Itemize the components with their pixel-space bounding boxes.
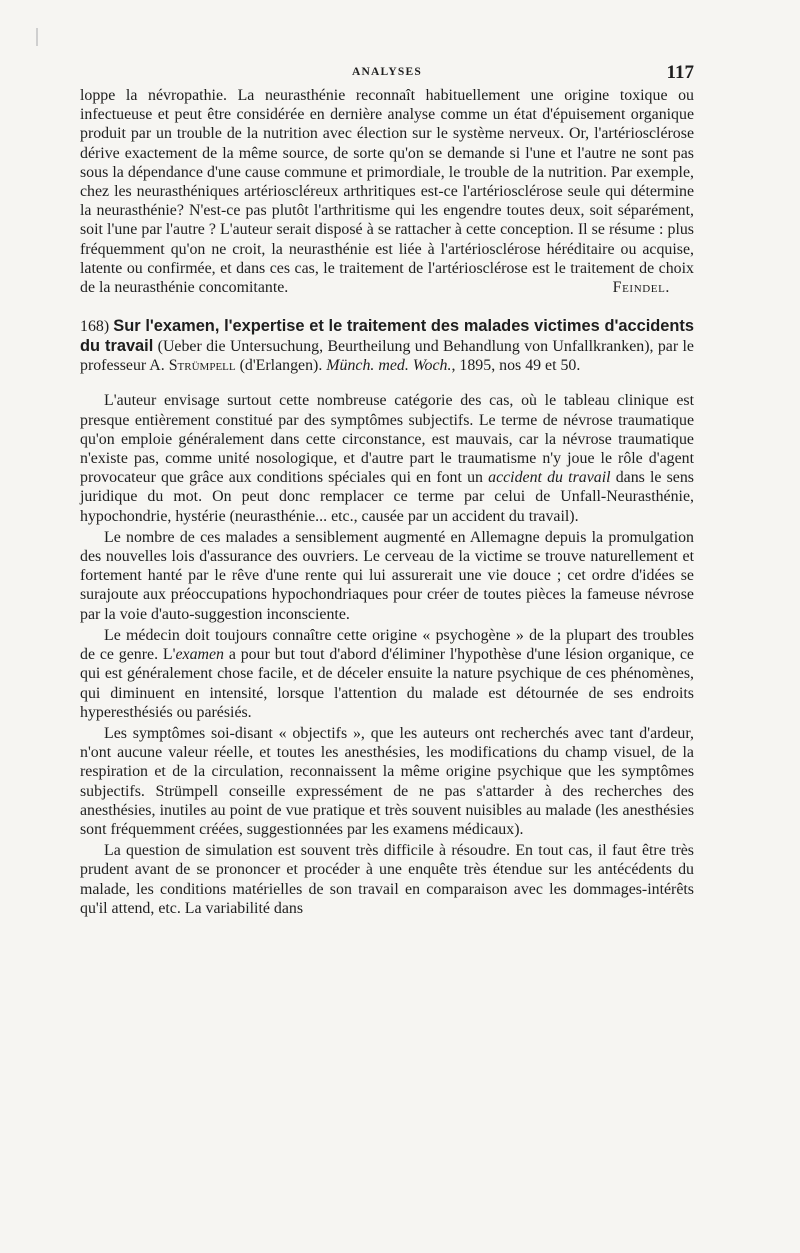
journal-page xyxy=(80,62,694,918)
entry-number: 168) xyxy=(80,318,110,336)
running-header xyxy=(80,62,694,86)
entry-title: Sur l'examen, l'expertise et le traitement des malades victimes d'accidents du travail xyxy=(80,317,694,355)
paragraph-3-emphasis: examen xyxy=(175,646,224,664)
entry-author: Strümpell xyxy=(168,357,236,375)
previous-article-continuation xyxy=(80,86,694,297)
scan-edge-mark xyxy=(36,28,38,46)
entry-citation xyxy=(80,317,694,375)
entry-citation-details: , 1895, nos 49 et 50. xyxy=(451,357,581,375)
running-title: ANALYSES xyxy=(352,66,422,78)
previous-article-body: loppe la névropathie. La neurasthénie reconnaît habituellement une origine toxique ou infectueuse et peut être considérée en dernière analyse comme un état d'épuisement organique produit par un trouble de la nutrition avec élection sur le système nerveux. Or, l'artériosclérose dérive exactement de la même source, de sorte qu'on se demande si l'une et l'autre ne sont pas sous la dépendance d'une cause commune et primordiale, le trouble de la nutrition. Par exemple, chez les neurasthéniques artérioscléreux arthritiques est-ce l'artériosclérose seule qui détermine la neurasthénie? N'est-ce pas plutôt l'arthritisme qui les engendre toutes deux, soit séparément, soit l'une par l'autre ? L'auteur serait disposé à se rattacher à cette conception. Il se résume : plus fréquemment qu'on ne croit, la neurasthénie est liée à l'artériosclérose héréditaire ou acquise, latente ou confirmée, et dans ces cas, le traitement de l'artériosclérose est le traitement de choix de la neurasthénie concomitante. xyxy=(80,87,694,297)
paragraph-4: Les symptômes soi-disant « objectifs », que les auteurs ont recherchés avec tant d'ardeur, n'ont aucune valeur réelle, et toutes les anesthésies, les modifications du champ visuel, de la respiration et de la circulation, reconnaissent la même origine psychique que les symptômes subjectifs. Strümpell conseille expressément de ne pas s'attarder à des recherches des anesthésies, inutiles au point de vue pratique et très souvent nuisibles au malade (les anesthésies sont fréquemment créées, suggestionnées par les examens médicaux). xyxy=(80,724,694,838)
reviewer-signature: Feindel. xyxy=(612,279,670,297)
paragraph-3 xyxy=(80,626,694,722)
entry-author-place: (d'Erlangen). xyxy=(235,357,327,375)
paragraph-1-emphasis: accident du travail xyxy=(488,469,611,487)
entry-journal: Münch. med. Woch. xyxy=(326,357,452,375)
entry-body xyxy=(80,391,694,917)
paragraph-5: La question de simulation est souvent très difficile à résoudre. En tout cas, il faut être très prudent avant de se prononcer et procéder à une enquête très étendue sur les antécédents du malade, les conditions matérielles de son travail en comparaison avec les dommages-intérêts qu'il attend, etc. La variabilité dans xyxy=(80,842,694,917)
entry-original-title: (Ueber die Untersuchung, Beurtheilung und Behandlung von Unfallkranken), par le professeur A. xyxy=(80,337,694,375)
paragraph-1 xyxy=(80,391,694,525)
paragraph-1-part-a: L'auteur envisage surtout cette nombreuse catégorie des cas, où le tableau clinique est presque entièrement constitué par des symptômes subjectifs. Le terme de névrose traumatique qu'on emploie généralement dans cette circonstance, est mauvais, car la névrose traumatique n'existe pas, comme unité nosologique, et d'autre part le traumatisme n'y joue le rôle d'agent provocateur que grâce aux conditions spéciales qui en font un xyxy=(80,392,694,487)
paragraph-1-part-b: dans le sens juridique du mot. On peut donc remplacer ce terme par celui de Unfall-Neurasthénie, hypochondrie, hystérie (neurasthénie... etc., causée par un accident du travail). xyxy=(80,469,694,525)
paragraph-3-part-a: Le médecin doit toujours connaître cette origine « psychogène » de la plupart des troubles de ce genre. L' xyxy=(80,626,694,664)
paragraph-3-part-b: a pour but tout d'abord d'éliminer l'hypothèse d'une lésion organique, ce qui est généralement chose facile, et de déceler ensuite la nature psychique de ces phénomènes, qui diminuent en intensité, lorsque l'attention du malade est détournée de ses endroits hyperesthésiés ou parésiés. xyxy=(80,646,694,721)
paragraph-2: Le nombre de ces malades a sensiblement augmenté en Allemagne depuis la promulgation des nouvelles lois d'assurance des ouvriers. Le cerveau de la victime se trouve naturellement et fortement hanté par le rêve d'une rente qui lui assurerait une vie douce ; cet ordre d'idées se surajoute aux préoccupations hypochondriaques pour créer de toutes pièces la fameuse névrose par la voie d'auto-suggestion inconsciente. xyxy=(80,528,694,623)
entry-heading xyxy=(80,317,694,375)
previous-article-text xyxy=(80,86,694,297)
page-number: 117 xyxy=(666,62,694,83)
